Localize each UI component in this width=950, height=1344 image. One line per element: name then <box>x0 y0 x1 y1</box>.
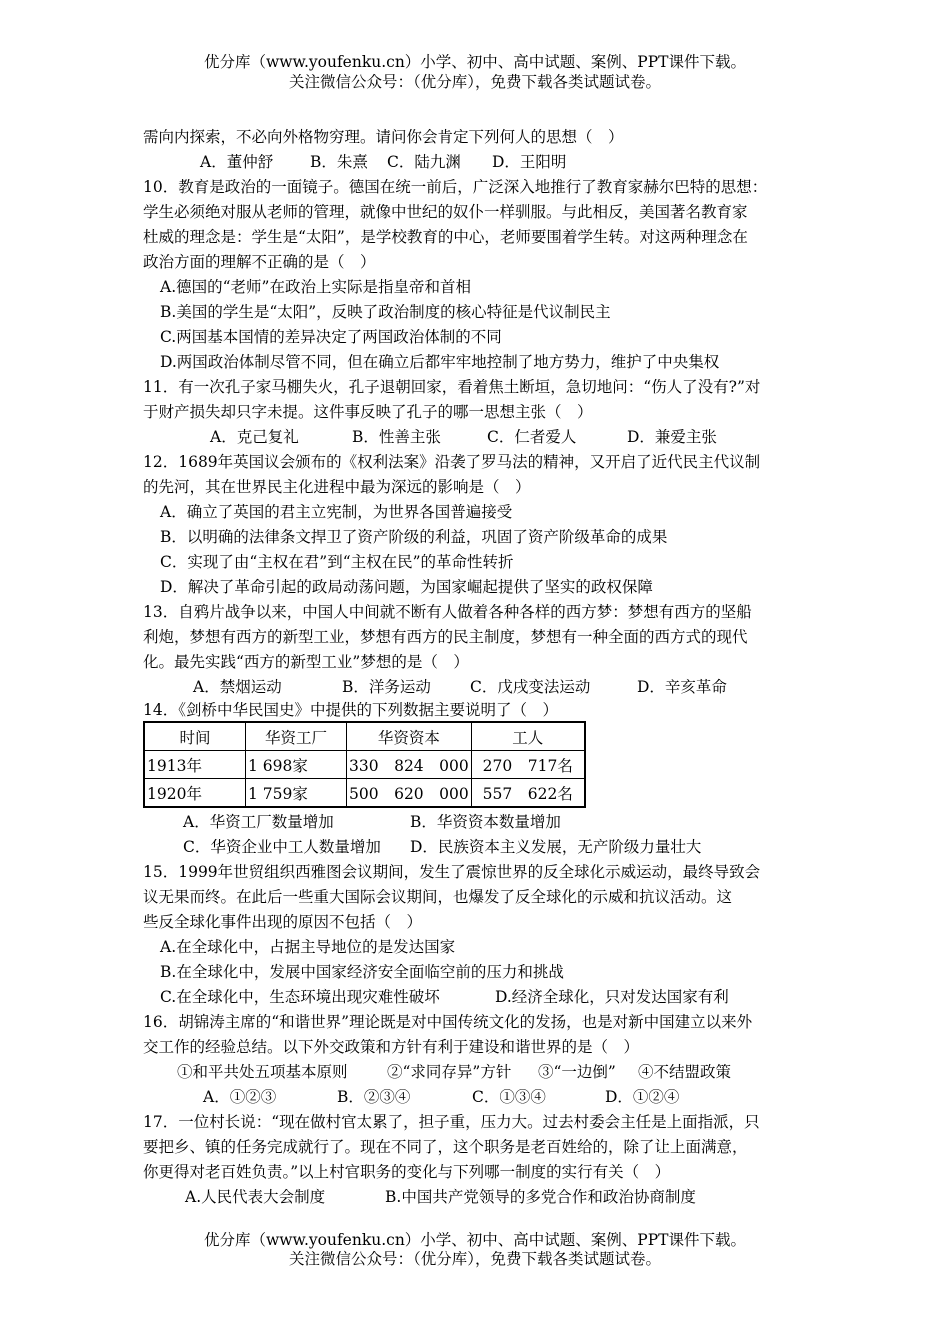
q14-option-d: D．民族资本主义发展，无产阶级力量壮大 <box>410 838 702 856</box>
q9-option-d: D．王阳明 <box>492 153 567 171</box>
q10-option-b: B.美国的学生是“太阳”，反映了政治制度的核心特征是代议制民主 <box>160 303 611 321</box>
q10-option-a: A.德国的“老师”在政治上实际是指皇帝和首相 <box>160 278 471 296</box>
q16-option-b: B．②③④ <box>337 1088 411 1106</box>
q16-option-a: A．①②③ <box>203 1088 277 1106</box>
header-line-1: 优分库（www.youfenku.cn）小学、初中、高中试题、案例、PPT课件下载。 <box>203 53 747 71</box>
q17-option-a: A.人民代表大会制度 <box>185 1188 326 1206</box>
q13-option-c: C．戊戌变法运动 <box>470 678 591 696</box>
q17-stem-line: 你更得对老百姓负责。”以上村官职务的变化与下列哪一制度的实行有关（ ） <box>143 1163 671 1181</box>
q16-item-3: ③“一边倒” <box>538 1063 616 1081</box>
q15-option-a: A.在全球化中，占据主导地位的是发达国家 <box>160 938 456 956</box>
q9-option-a: A．董仲舒 <box>200 153 274 171</box>
q17-stem-line: 要把乡、镇的任务完成就行了。现在不同了，这个职务是老百姓给的，除了让上面满意， <box>143 1138 748 1156</box>
table-cell: 1913年 <box>144 751 246 779</box>
table-cell: 1 698家 <box>246 751 347 779</box>
q16-stem-line: 16．胡锦涛主席的“和谐世界”理论既是对中国传统文化的发扬，也是对新中国建立以来外 <box>143 1013 753 1031</box>
q14-data-table <box>143 721 586 808</box>
q14-option-c: C．华资企业中工人数量增加 <box>183 838 381 856</box>
table-header-cell: 工人 <box>471 722 585 751</box>
table-header-cell: 时间 <box>144 722 246 751</box>
table-cell: 500 620 000 <box>347 779 472 808</box>
q13-option-b: B．洋务运动 <box>342 678 431 696</box>
q10-option-d: D.两国政治体制尽管不同，但在确立后都牢牢地控制了地方势力，维护了中央集权 <box>160 353 720 371</box>
q16-stem-line: 交工作的经验总结。以下外交政策和方针有利于建设和谐世界的是（ ） <box>143 1038 640 1056</box>
q11-option-d: D．兼爱主张 <box>627 428 717 446</box>
q15-option-d: D.经济全球化，只对发达国家有利 <box>495 988 729 1006</box>
table-cell: 1 759家 <box>246 779 347 808</box>
q12-option-a: A．确立了英国的君主立宪制，为世界各国普遍接受 <box>160 503 513 521</box>
table-header-row <box>144 722 585 751</box>
header-line-2: 关注微信公众号：（优分库），免费下载各类试题试卷。 <box>288 73 661 91</box>
q17-stem-line: 17．一位村长说：“现在做村官太累了，担子重，压力大。过去村委会主任是上面指派，只 <box>143 1113 760 1131</box>
q11-option-a: A．克己复礼 <box>210 428 299 446</box>
q16-item-1: ①和平共处五项基本原则 <box>177 1063 348 1081</box>
q12-stem-line: 12．1689年英国议会颁布的《权利法案》沿袭了罗马法的精神，又开启了近代民主代议制 <box>143 453 761 471</box>
q10-option-c: C.两国基本国情的差异决定了两国政治体制的不同 <box>160 328 502 346</box>
q14-option-b: B．华资资本数量增加 <box>410 813 561 831</box>
q15-stem-line: 议无果而终。在此后一些重大国际会议期间，也爆发了反全球化的示威和抗议活动。这 <box>143 888 733 906</box>
table-row <box>144 751 585 779</box>
q16-option-c: C．①③④ <box>472 1088 546 1106</box>
q11-option-c: C．仁者爱人 <box>487 428 577 446</box>
q13-option-a: A．禁烟运动 <box>193 678 282 696</box>
q10-stem-line: 10．教育是政治的一面镜子。德国在统一前后，广泛深入地推行了教育家赫尔巴特的思想： <box>143 178 768 196</box>
q10-stem-line: 政治方面的理解不正确的是（ ） <box>143 253 376 271</box>
q10-stem-line: 杜威的理念是：学生是“太阳”，是学校教育的中心，老师要围着学生转。对这两种理念在 <box>143 228 748 246</box>
table-cell: 270 717名 <box>471 751 585 779</box>
q11-stem-line: 11．有一次孔子家马棚失火，孔子退朝回家，看着焦土断垣，急切地问：“伤人了没有?”对 <box>143 378 761 396</box>
q13-stem-line: 化。最先实践“西方的新型工业”梦想的是（ ） <box>143 653 469 671</box>
q16-item-4: ④不结盟政策 <box>638 1063 732 1081</box>
q12-option-c: C．实现了由“主权在君”到“主权在民”的革命性转折 <box>160 553 514 571</box>
q15-stem-line: 些反全球化事件出现的原因不包括（ ） <box>143 913 423 931</box>
footer-line-1: 优分库（www.youfenku.cn）小学、初中、高中试题、案例、PPT课件下载。 <box>203 1231 747 1249</box>
q9-option-b: B．朱熹 <box>310 153 368 171</box>
q13-stem-line: 13．自鸦片战争以来，中国人中间就不断有人做着各种各样的西方梦：梦想有西方的坚船 <box>143 603 752 621</box>
table-row <box>144 779 585 808</box>
q15-option-c: C.在全球化中，生态环境出现灾难性破坏 <box>160 988 440 1006</box>
table-cell: 330 824 000 <box>347 751 472 779</box>
q15-stem-line: 15．1999年世贸组织西雅图会议期间，发生了震惊世界的反全球化示威运动，最终导致会 <box>143 863 761 881</box>
q14-stem-line: 14．《剑桥中华民国史》中提供的下列数据主要说明了（ ） <box>143 701 558 719</box>
table-header-cell: 华资资本 <box>347 722 472 751</box>
q12-option-b: B．以明确的法律条文捍卫了资产阶级的利益，巩固了资产阶级革命的成果 <box>160 528 668 546</box>
q12-option-d: D．解决了革命引起的政局动荡问题，为国家崛起提供了坚实的政权保障 <box>160 578 653 596</box>
q17-option-b: B.中国共产党领导的多党合作和政治协商制度 <box>385 1188 696 1206</box>
q11-option-b: B．性善主张 <box>352 428 441 446</box>
table-cell: 1920年 <box>144 779 246 808</box>
q9-stem-line: 需向内探索，不必向外格物穷理。请问你会肯定下列何人的思想（ ） <box>143 128 624 146</box>
footer-line-2: 关注微信公众号：（优分库），免费下载各类试题试卷。 <box>288 1250 661 1268</box>
q16-item-2: ②“求同存异”方针 <box>387 1063 512 1081</box>
q10-stem-line: 学生必须绝对服从老师的管理，就像中世纪的奴仆一样驯服。与此相反，美国著名教育家 <box>143 203 748 221</box>
q14-option-a: A．华资工厂数量增加 <box>183 813 334 831</box>
table-header-cell: 华资工厂 <box>246 722 347 751</box>
q9-option-c: C．陆九渊 <box>387 153 461 171</box>
table-cell: 557 622名 <box>471 779 585 808</box>
q13-option-d: D．辛亥革命 <box>637 678 727 696</box>
q11-stem-line: 于财产损失却只字未提。这件事反映了孔子的哪一思想主张（ ） <box>143 403 593 421</box>
q15-option-b: B.在全球化中，发展中国家经济安全面临空前的压力和挑战 <box>160 963 564 981</box>
q13-stem-line: 利炮，梦想有西方的新型工业，梦想有西方的民主制度，梦想有一种全面的西方式的现代 <box>143 628 748 646</box>
q16-option-d: D．①②④ <box>605 1088 680 1106</box>
q12-stem-line: 的先河，其在世界民主化进程中最为深远的影响是（ ） <box>143 478 531 496</box>
